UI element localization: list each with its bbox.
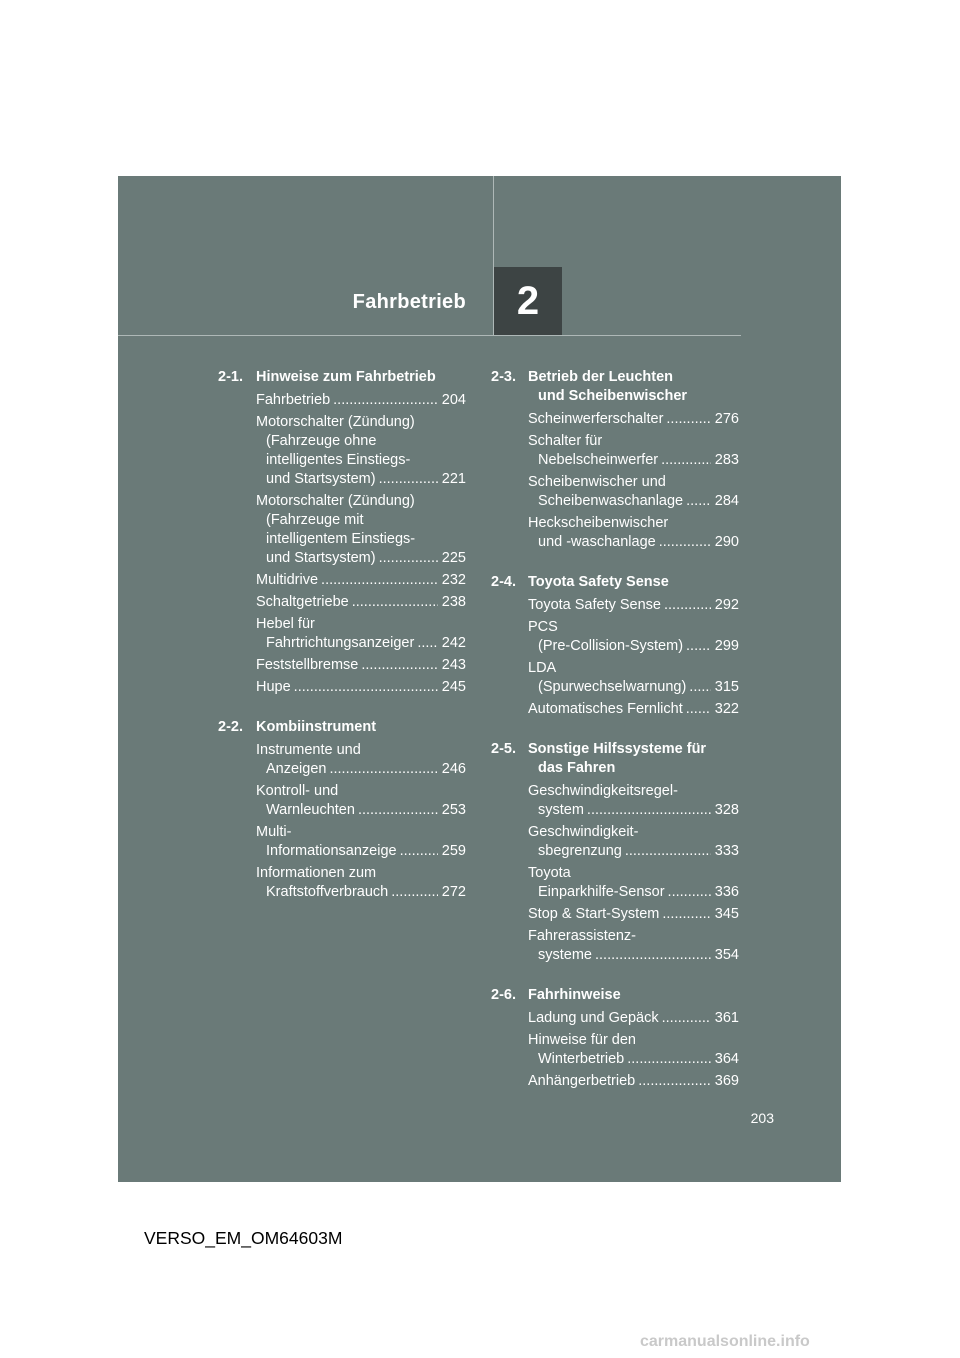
dot-leader — [664, 596, 711, 615]
dot-leader — [329, 760, 437, 779]
toc-entry-line — [528, 410, 739, 429]
toc-entry-line — [528, 823, 739, 842]
dot-leader — [662, 905, 710, 924]
document-code: VERSO_EM_OM64603M — [144, 1228, 343, 1248]
toc-entry-line — [528, 1009, 739, 1028]
dot-leader — [361, 656, 437, 675]
dot-leader — [294, 678, 438, 697]
toc-entry-label: Hupe — [256, 679, 291, 695]
section-number: 2-3. — [491, 369, 516, 385]
toc-entry-line — [528, 659, 739, 678]
toc-entry-label: Kraftstoffverbrauch — [266, 884, 389, 900]
dot-leader — [587, 801, 711, 820]
toc-entry-line — [256, 470, 466, 489]
toc-entry[interactable] — [491, 700, 739, 719]
toc-entry-label: sbegrenzung — [538, 843, 622, 859]
toc-page-number: 345 — [714, 906, 739, 922]
toc-entry-label: Motorschalter (Zündung) — [256, 414, 415, 430]
toc-section — [491, 740, 739, 965]
toc-entry-label: Ladung und Gepäck — [528, 1010, 659, 1026]
section-title-line: Fahrhinweise — [528, 987, 621, 1003]
toc-entry-label: Anhängerbetrieb — [528, 1073, 636, 1089]
toc-entry-line — [528, 905, 739, 924]
toc-page-number: 221 — [441, 471, 466, 487]
toc-page-number: 290 — [714, 534, 739, 550]
toc-page-number: 322 — [714, 701, 739, 717]
dot-leader — [352, 593, 438, 612]
toc-entry-line — [256, 842, 466, 861]
toc-entry-line — [256, 432, 466, 451]
toc-entry-line — [256, 678, 466, 697]
toc-entry-label: Stop & Start-System — [528, 906, 660, 922]
toc-entry-label: Hebel für — [256, 616, 315, 632]
section-title-line: und Scheibenwischer — [538, 388, 688, 404]
toc-entry-label: systeme — [538, 947, 592, 963]
toc-entry[interactable] — [491, 905, 739, 924]
toc-entry-label: Schalter für — [528, 433, 603, 449]
toc-page-number: 246 — [441, 761, 466, 777]
dot-leader — [662, 1009, 711, 1028]
toc-entry-label: Multidrive — [256, 572, 319, 588]
toc-entry[interactable] — [218, 823, 466, 861]
section-number: 2-2. — [218, 719, 243, 735]
toc-page-number: 284 — [714, 493, 739, 509]
toc-entry-label: (Spurwechselwarnung) — [538, 679, 687, 695]
toc-entry-line — [256, 801, 466, 820]
toc-section — [491, 986, 739, 1091]
toc-entry-label: Geschwindigkeitsregel- — [528, 783, 678, 799]
toc-section — [218, 368, 466, 697]
toc-entry-label: Fahrerassistenz- — [528, 928, 636, 944]
toc-entry-line — [528, 801, 739, 820]
toc-entry-line — [528, 451, 739, 470]
toc-entry-line — [528, 432, 739, 451]
toc-entry[interactable] — [218, 413, 466, 489]
toc-page-number: 283 — [714, 452, 739, 468]
toc-entry-line — [528, 492, 739, 511]
toc-entry-line — [528, 637, 739, 656]
toc-page-number: 245 — [441, 679, 466, 695]
toc-entry-line — [528, 700, 739, 719]
toc-entry-line — [528, 514, 739, 533]
toc-entry-line — [256, 741, 466, 760]
dot-leader — [400, 842, 438, 861]
chapter-number-badge: 2 — [494, 267, 562, 335]
toc-entry-line — [256, 615, 466, 634]
toc-entry-label: und Startsystem) — [266, 471, 376, 487]
dot-leader — [661, 451, 711, 470]
dot-leader — [666, 410, 710, 429]
toc-page-number: 328 — [714, 802, 739, 818]
toc-entry-label: Feststellbremse — [256, 657, 359, 673]
toc-entry-line — [528, 946, 739, 965]
toc-page-number: 238 — [441, 594, 466, 610]
section-number: 2-5. — [491, 741, 516, 757]
toc-page-number: 354 — [714, 947, 739, 963]
toc-entry-line — [256, 760, 466, 779]
dot-leader — [379, 470, 438, 489]
toc-entry-line — [528, 596, 739, 615]
toc-entry-line — [256, 823, 466, 842]
toc-entry-label: Nebelscheinwerfer — [538, 452, 659, 468]
toc-page-number: 259 — [441, 843, 466, 859]
toc-entry-label: Multi- — [256, 824, 292, 840]
toc-entry-line — [528, 883, 739, 902]
toc-page-number: 272 — [441, 884, 466, 900]
section-number: 2-4. — [491, 574, 516, 590]
section-title-line: Sonstige Hilfssysteme für — [528, 741, 707, 757]
toc-entry[interactable] — [218, 593, 466, 612]
toc-entry[interactable] — [491, 432, 739, 470]
toc-page-number: 225 — [441, 550, 466, 566]
toc-entry[interactable] — [491, 514, 739, 552]
toc-entry-line — [528, 782, 739, 801]
dot-leader — [638, 1072, 711, 1091]
dot-leader — [595, 946, 711, 965]
toc-entry-line — [256, 593, 466, 612]
section-heading — [491, 573, 739, 592]
toc-entry-line — [528, 533, 739, 552]
toc-entry-label: intelligentem Einstiegs- — [266, 531, 416, 547]
section-title-line: Hinweise zum Fahrbetrieb — [256, 369, 436, 385]
toc-entry-line — [528, 618, 739, 637]
toc-entry[interactable] — [218, 678, 466, 697]
toc-entry[interactable] — [218, 615, 466, 653]
toc-page-number: 333 — [714, 843, 739, 859]
section-title-line: Kombiinstrument — [256, 719, 377, 735]
toc-entry-label: (Fahrzeuge mit — [266, 512, 364, 528]
toc-entry-label: Automatisches Fernlicht — [528, 701, 683, 717]
section-title — [528, 573, 739, 592]
toc-entry-label: und -waschanlage — [538, 534, 656, 550]
toc-entry[interactable] — [491, 1009, 739, 1028]
section-title — [528, 740, 739, 778]
toc-entry-line — [256, 782, 466, 801]
dot-leader — [668, 883, 711, 902]
toc-section — [491, 368, 739, 552]
toc-column-right — [491, 368, 739, 1112]
toc-entry-line — [528, 1050, 739, 1069]
dot-leader — [686, 700, 711, 719]
section-title-line: Toyota Safety Sense — [528, 574, 669, 590]
toc-entry-label: Toyota Safety Sense — [528, 597, 661, 613]
toc-column-left — [218, 368, 466, 923]
section-heading — [491, 986, 739, 1005]
section-title — [528, 986, 739, 1005]
dot-leader — [358, 801, 438, 820]
section-number: 2-1. — [218, 369, 243, 385]
toc-entry-label: Scheinwerferschalter — [528, 411, 664, 427]
dot-leader — [417, 634, 437, 653]
toc-entry-line — [528, 842, 739, 861]
toc-entry[interactable] — [491, 659, 739, 697]
toc-entry-line — [256, 549, 466, 568]
toc-entry-line — [528, 927, 739, 946]
toc-entry[interactable] — [491, 618, 739, 656]
toc-entry-label: Warnleuchten — [266, 802, 355, 818]
toc-entry-label: Einparkhilfe-Sensor — [538, 884, 665, 900]
dot-leader — [333, 391, 438, 410]
toc-entry-line — [528, 1031, 739, 1050]
page-number: 203 — [750, 1110, 774, 1126]
toc-entry-label: PCS — [528, 619, 558, 635]
toc-entry-label: Kontroll- und — [256, 783, 339, 799]
toc-entry[interactable] — [491, 1072, 739, 1091]
toc-entry-label: Heckscheibenwischer — [528, 515, 669, 531]
section-title-line: das Fahren — [538, 760, 616, 776]
toc-entry[interactable] — [491, 473, 739, 511]
toc-entry-line — [528, 864, 739, 883]
toc-entry[interactable] — [218, 782, 466, 820]
toc-page-number: 299 — [714, 638, 739, 654]
toc-section — [218, 718, 466, 902]
toc-page-number: 336 — [714, 884, 739, 900]
toc-entry-label: Hinweise für den — [528, 1032, 636, 1048]
toc-entry[interactable] — [491, 782, 739, 820]
toc-entry-label: Anzeigen — [266, 761, 327, 777]
dot-leader — [391, 883, 438, 902]
toc-entry-line — [528, 678, 739, 697]
toc-entry-line — [528, 1072, 739, 1091]
watermark: carmanualsonline.info — [640, 1333, 810, 1350]
section-title — [256, 718, 466, 737]
toc-entry[interactable] — [218, 741, 466, 779]
toc-entry[interactable] — [218, 656, 466, 675]
toc-entry-label: LDA — [528, 660, 557, 676]
dot-leader — [689, 678, 711, 697]
header-divider-horizontal — [118, 335, 741, 336]
toc-entry-line — [528, 473, 739, 492]
toc-entry-label: Toyota — [528, 865, 571, 881]
toc-entry[interactable] — [491, 864, 739, 902]
toc-entry[interactable] — [491, 1031, 739, 1069]
toc-entry-line — [256, 413, 466, 432]
toc-entry-label: intelligentes Einstiegs- — [266, 452, 411, 468]
toc-entry-line — [256, 883, 466, 902]
section-number: 2-6. — [491, 987, 516, 1003]
dot-leader — [321, 571, 438, 590]
toc-entry[interactable] — [491, 410, 739, 429]
section-heading — [491, 740, 739, 778]
chapter-title: Fahrbetrieb — [352, 291, 466, 313]
section-title — [528, 368, 739, 406]
toc-page-number: 232 — [441, 572, 466, 588]
toc-entry-label: Schaltgetriebe — [256, 594, 349, 610]
toc-page-number: 204 — [441, 392, 466, 408]
toc-entry[interactable] — [218, 391, 466, 410]
toc-entry[interactable] — [491, 823, 739, 861]
toc-entry[interactable] — [491, 927, 739, 965]
toc-entry-label: Fahrtrichtungsanzeiger — [266, 635, 415, 651]
toc-entry-line — [256, 634, 466, 653]
toc-page-number: 315 — [714, 679, 739, 695]
toc-entry-label: und Startsystem) — [266, 550, 376, 566]
toc-entry[interactable] — [491, 596, 739, 615]
toc-page-number: 292 — [714, 597, 739, 613]
toc-entry-line — [256, 451, 466, 470]
dot-leader — [627, 1050, 711, 1069]
toc-entry[interactable] — [218, 864, 466, 902]
toc-entry-label: (Fahrzeuge ohne — [266, 433, 377, 449]
toc-entry-line — [256, 511, 466, 530]
toc-entry-line — [256, 571, 466, 590]
toc-page-number: 369 — [714, 1073, 739, 1089]
section-heading — [491, 368, 739, 406]
toc-entry-label: Scheibenwaschanlage — [538, 493, 684, 509]
dot-leader — [625, 842, 711, 861]
toc-entry-label: Geschwindigkeit- — [528, 824, 639, 840]
toc-page-number: 276 — [714, 411, 739, 427]
toc-entry-label: Fahrbetrieb — [256, 392, 331, 408]
dot-leader — [686, 637, 711, 656]
toc-entry-label: Scheibenwischer und — [528, 474, 666, 490]
toc-page-number: 364 — [714, 1051, 739, 1067]
toc-entry-line — [256, 656, 466, 675]
toc-entry[interactable] — [218, 571, 466, 590]
toc-entry-label: Winterbetrieb — [538, 1051, 625, 1067]
toc-entry-line — [256, 864, 466, 883]
toc-entry-label: Instrumente und — [256, 742, 361, 758]
toc-entry-label: Motorschalter (Zündung) — [256, 493, 415, 509]
toc-entry-line — [256, 391, 466, 410]
toc-page-number: 361 — [714, 1010, 739, 1026]
toc-page-number: 253 — [441, 802, 466, 818]
toc-page-number: 242 — [441, 635, 466, 651]
dot-leader — [659, 533, 711, 552]
toc-entry-label: system — [538, 802, 584, 818]
dot-leader — [379, 549, 438, 568]
toc-page-number: 243 — [441, 657, 466, 673]
toc-section — [491, 573, 739, 719]
toc-entry-line — [256, 530, 466, 549]
toc-entry-label: Informationen zum — [256, 865, 377, 881]
section-heading — [218, 368, 466, 387]
toc-entry[interactable] — [218, 492, 466, 568]
toc-entry-label: (Pre-Collision-System) — [538, 638, 684, 654]
toc-entry-label: Informationsanzeige — [266, 843, 397, 859]
section-title — [256, 368, 466, 387]
section-title-line: Betrieb der Leuchten — [528, 369, 674, 385]
toc-entry-line — [256, 492, 466, 511]
dot-leader — [686, 492, 711, 511]
section-heading — [218, 718, 466, 737]
